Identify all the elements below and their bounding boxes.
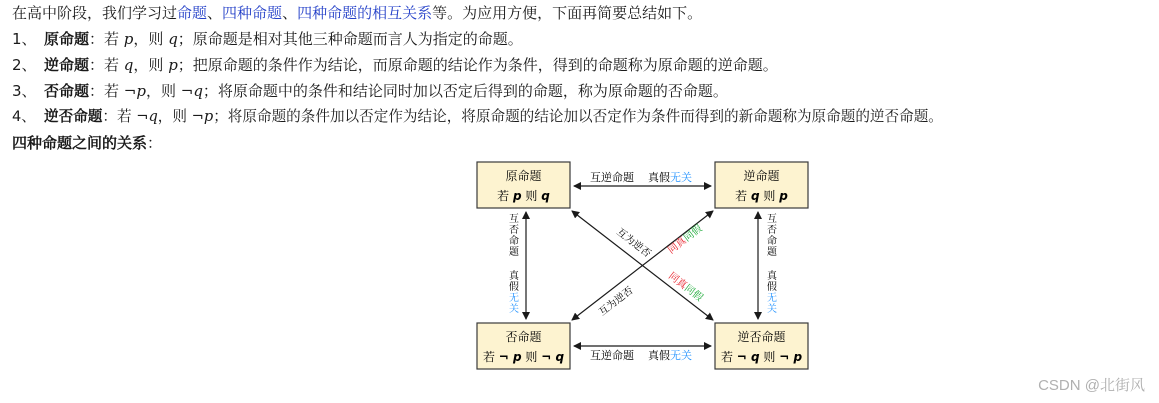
item-text: ，则	[133, 30, 169, 48]
math-symbol: p	[123, 30, 134, 48]
item-number: 2、	[12, 56, 37, 74]
math-symbol: q	[123, 56, 134, 74]
item-text: ：若	[89, 30, 124, 48]
intro-separator: 、	[207, 4, 223, 22]
link-four-propositions-relations[interactable]: 四种命题的相互关系	[297, 4, 433, 22]
svg-text:题: 题	[767, 247, 777, 258]
box-converse	[715, 162, 808, 208]
item-text: ：若	[89, 82, 124, 100]
relations-heading-text: 四种命题之间的关系	[12, 134, 148, 152]
math-symbol: ¬q	[180, 82, 203, 100]
math-symbol: ¬p	[191, 108, 214, 125]
relations-heading-colon: ：	[147, 134, 163, 152]
math-symbol: ¬p	[123, 82, 146, 100]
box-title: 逆否命题	[737, 330, 786, 344]
diag-up-truth: 同真同假	[666, 223, 705, 257]
top-edge-label: 互逆命题 真假无关	[590, 171, 692, 184]
link-proposition[interactable]: 命题	[177, 4, 208, 22]
math-symbol: ¬q	[136, 108, 158, 125]
svg-text:互: 互	[767, 214, 777, 225]
svg-text:无: 无	[509, 293, 519, 304]
box-inverse	[477, 323, 570, 369]
item-text: ：若	[89, 56, 124, 74]
item-text: ，则	[157, 108, 192, 125]
item-description: ；将原命题中的条件和结论同时加以否定后得到的命题，称为原命题的否命题。	[202, 82, 728, 100]
box-formula: 若 q 则 p	[735, 189, 788, 203]
math-symbol: q	[168, 30, 178, 48]
svg-text:假: 假	[767, 282, 777, 293]
diag-down-label: 互为逆否	[614, 226, 653, 260]
svg-text:题: 题	[509, 247, 519, 258]
item-text: ，则	[133, 56, 169, 74]
item-term: 否命题	[44, 82, 90, 100]
math-symbol: p	[168, 56, 178, 74]
left-edge-label	[509, 213, 520, 315]
box-title: 原命题	[505, 169, 542, 183]
svg-text:命: 命	[767, 236, 777, 247]
svg-text:否: 否	[767, 225, 777, 236]
svg-text:关: 关	[509, 304, 519, 315]
box-formula: 若 p 则 q	[497, 189, 550, 203]
link-four-propositions[interactable]: 四种命题	[222, 4, 283, 22]
svg-text:真: 真	[509, 271, 519, 282]
svg-text:关: 关	[767, 304, 777, 315]
svg-text:互: 互	[509, 214, 519, 225]
svg-text:假: 假	[509, 282, 519, 293]
svg-text:真: 真	[767, 271, 777, 282]
item-term: 逆否命题	[44, 108, 103, 125]
item-text: ，则	[145, 82, 181, 100]
diag-up-label: 互为逆否	[597, 285, 636, 319]
box-title: 否命题	[505, 330, 542, 344]
box-formula: 若 ¬ q 则 ¬ p	[720, 350, 803, 364]
intro-separator: 、	[282, 4, 298, 22]
box-contrapositive	[715, 323, 808, 369]
box-original	[477, 162, 570, 208]
box-formula: 若 ¬ p 则 ¬ q	[482, 350, 565, 364]
watermark: CSDN @北街风	[1038, 377, 1145, 394]
item-description: ；将原命题的条件加以否定作为结论，将原命题的结论加以否定作为条件而得到的新命题称为原命题的逆否命题。	[213, 108, 943, 125]
item-description: ；把原命题的条件作为结论，而原命题的结论作为条件，得到的命题称为原命题的逆命题。	[177, 56, 778, 74]
intro-prefix: 在高中阶段，我们学习过	[12, 4, 178, 22]
item-number: 1、	[12, 30, 37, 48]
item-term: 原命题	[44, 30, 90, 48]
svg-text:否: 否	[509, 225, 519, 236]
right-edge-label	[767, 213, 778, 315]
svg-text:命: 命	[509, 236, 519, 247]
bottom-edge-label: 互逆命题 真假无关	[590, 349, 692, 362]
svg-text:无: 无	[767, 293, 777, 304]
item-term: 逆命题	[44, 56, 90, 74]
diag-down-truth: 同真同假	[666, 270, 705, 304]
item-text: ：若	[102, 108, 137, 125]
item-number: 4、	[12, 108, 36, 125]
item-number: 3、	[12, 82, 37, 100]
item-description: ；原命题是相对其他三种命题而言人为指定的命题。	[177, 30, 523, 48]
box-title: 逆命题	[743, 169, 780, 183]
intro-suffix: 等。为应用方便，下面再简要总结如下。	[432, 4, 703, 22]
